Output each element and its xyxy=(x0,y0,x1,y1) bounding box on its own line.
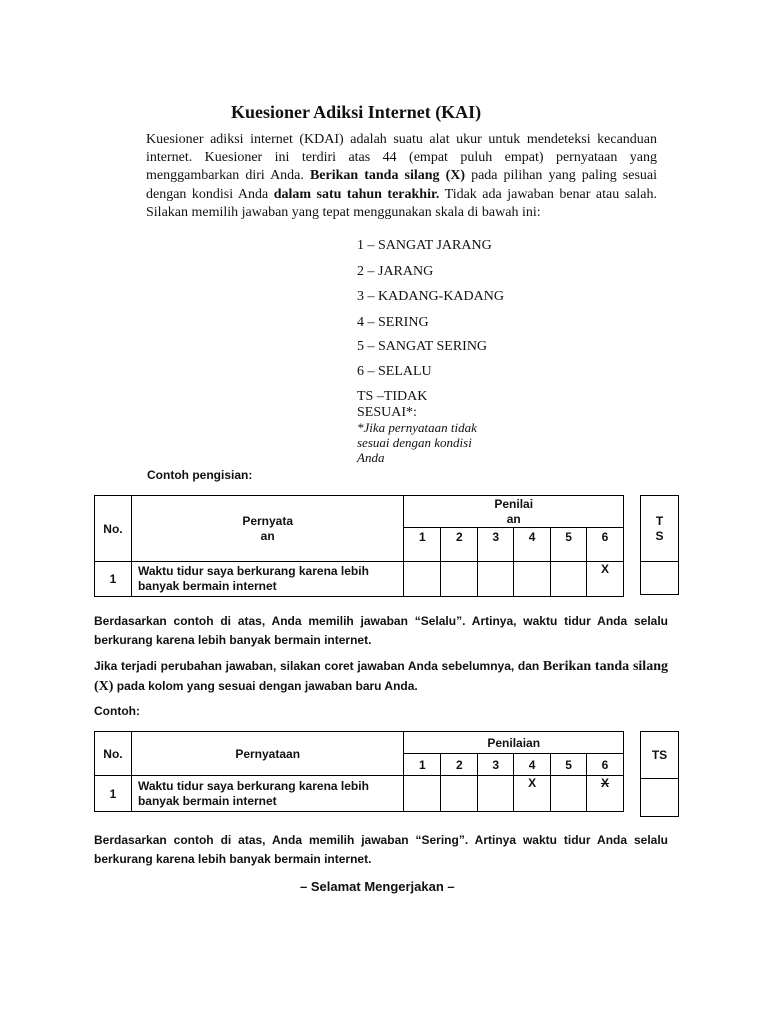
scale-item-6: 6 – SELALU xyxy=(357,364,432,379)
score-header: 3 xyxy=(478,528,514,562)
score-cell[interactable] xyxy=(514,562,551,597)
score-cell[interactable]: X xyxy=(587,562,624,597)
scale-item-ts-cont: SESUAI*: xyxy=(357,405,417,420)
example1-label: Contoh pengisian: xyxy=(147,468,253,482)
scale-item-2: 2 – JARANG xyxy=(357,264,434,279)
example2-table xyxy=(94,731,624,812)
row-number: 1 xyxy=(95,562,132,597)
example1-ts-column xyxy=(640,495,679,595)
scale-item-5: 5 – SANGAT SERING xyxy=(357,339,488,354)
ts-header-line2: S xyxy=(655,528,664,543)
intro-bold-1: Berikan tanda silang (X) xyxy=(309,168,466,184)
col-statement-header-line1: Pernyata xyxy=(242,513,294,528)
page-title: Kuesioner Adiksi Internet (KAI) xyxy=(231,102,482,122)
table-row xyxy=(95,562,624,597)
col-statement-header-line2: an xyxy=(260,528,275,543)
score-header: 1 xyxy=(404,754,441,776)
score-cell[interactable] xyxy=(551,776,587,812)
col-no-header: No. xyxy=(95,732,132,776)
instruction-paragraph xyxy=(94,657,668,696)
score-cell-struck[interactable]: X xyxy=(587,776,624,812)
ts-header: TS xyxy=(641,732,678,779)
ts-header-line1: T xyxy=(655,513,664,528)
score-cell[interactable] xyxy=(441,776,478,812)
ts-header xyxy=(641,496,678,562)
col-rating-header-line2: an xyxy=(506,512,521,526)
score-cell[interactable] xyxy=(404,776,441,812)
score-header: 3 xyxy=(478,754,514,776)
intro-paragraph xyxy=(146,131,657,222)
col-statement-header xyxy=(131,496,403,562)
example2-label: Contoh: xyxy=(94,704,140,718)
score-header: 2 xyxy=(441,754,478,776)
row-statement: Waktu tidur saya berkurang karena lebih banyak bermain internet xyxy=(131,562,403,597)
score-cell[interactable] xyxy=(551,562,587,597)
score-cell[interactable] xyxy=(404,562,441,597)
intro-bold-2: dalam satu tahun terakhir. xyxy=(273,186,440,202)
scale-item-4: 4 – SERING xyxy=(357,315,429,330)
closing-text: – Selamat Mengerjakan – xyxy=(300,879,455,894)
score-header: 2 xyxy=(441,528,478,562)
score-cell[interactable] xyxy=(478,776,514,812)
instruction-text-2: pada kolom yang sesuai dengan jawaban baru Anda. xyxy=(113,678,418,693)
score-header: 4 xyxy=(514,528,551,562)
col-statement-header: Pernyataan xyxy=(131,732,403,776)
col-no-header: No. xyxy=(95,496,132,562)
col-rating-header-line1: Penilai xyxy=(494,497,534,511)
intro-text-2: pada pilihan yang paling sesuai dengan kondisi Anda xyxy=(146,168,657,202)
score-cell[interactable] xyxy=(441,562,478,597)
row-statement: Waktu tidur saya berkurang karena lebih banyak bermain internet xyxy=(131,776,403,812)
intro-text-3: Tidak ada jawaban benar atau salah. Silakan memilih jawaban yang tepat menggunakan skala di bawah ini: xyxy=(146,186,657,220)
score-header: 5 xyxy=(551,528,587,562)
intro-text-1: Kuesioner adiksi internet (KDAI) adalah suatu alat ukur untuk mendeteksi kecanduan internet. Kuesioner ini terdiri atas 44 (empat puluh empat) pernyataan yang menggambarkan diri Anda. xyxy=(146,132,657,184)
scale-item-1: 1 – SANGAT JARANG xyxy=(357,238,492,253)
score-cell[interactable]: X xyxy=(514,776,551,812)
row-number: 1 xyxy=(95,776,132,812)
col-rating-header: Penilaian xyxy=(404,732,624,754)
instruction-bold: Berikan tanda silang (X) xyxy=(94,659,668,694)
table-row xyxy=(95,776,624,812)
explanation-paragraph-2: Berdasarkan contoh di atas, Anda memilih jawaban “Sering”. Artinya waktu tidur Anda selalu berkurang karena lebih banyak bermain internet. xyxy=(94,833,668,866)
scale-item-ts: TS –TIDAK xyxy=(357,389,428,404)
instruction-text-1: Jika terjadi perubahan jawaban, silakan coret jawaban Anda sebelumnya, dan xyxy=(94,659,543,673)
score-cell[interactable] xyxy=(478,562,514,597)
score-header: 4 xyxy=(514,754,551,776)
score-header: 5 xyxy=(551,754,587,776)
ts-footnote: *Jika pernyataan tidak sesuai dengan kondisi Anda xyxy=(357,420,477,465)
ts-cell[interactable] xyxy=(641,779,678,818)
explanation-paragraph-1: Berdasarkan contoh di atas, Anda memilih jawaban “Selalu”. Artinya, waktu tidur Anda selalu berkurang karena lebih banyak bermain internet. xyxy=(94,614,668,647)
scale-item-3: 3 – KADANG-KADANG xyxy=(357,289,504,304)
ts-cell[interactable] xyxy=(641,562,678,596)
example1-table xyxy=(94,495,624,597)
col-rating-header xyxy=(404,496,624,528)
score-header: 6 xyxy=(587,528,624,562)
example2-ts-column xyxy=(640,731,679,817)
score-header: 6 xyxy=(587,754,624,776)
score-header: 1 xyxy=(404,528,441,562)
